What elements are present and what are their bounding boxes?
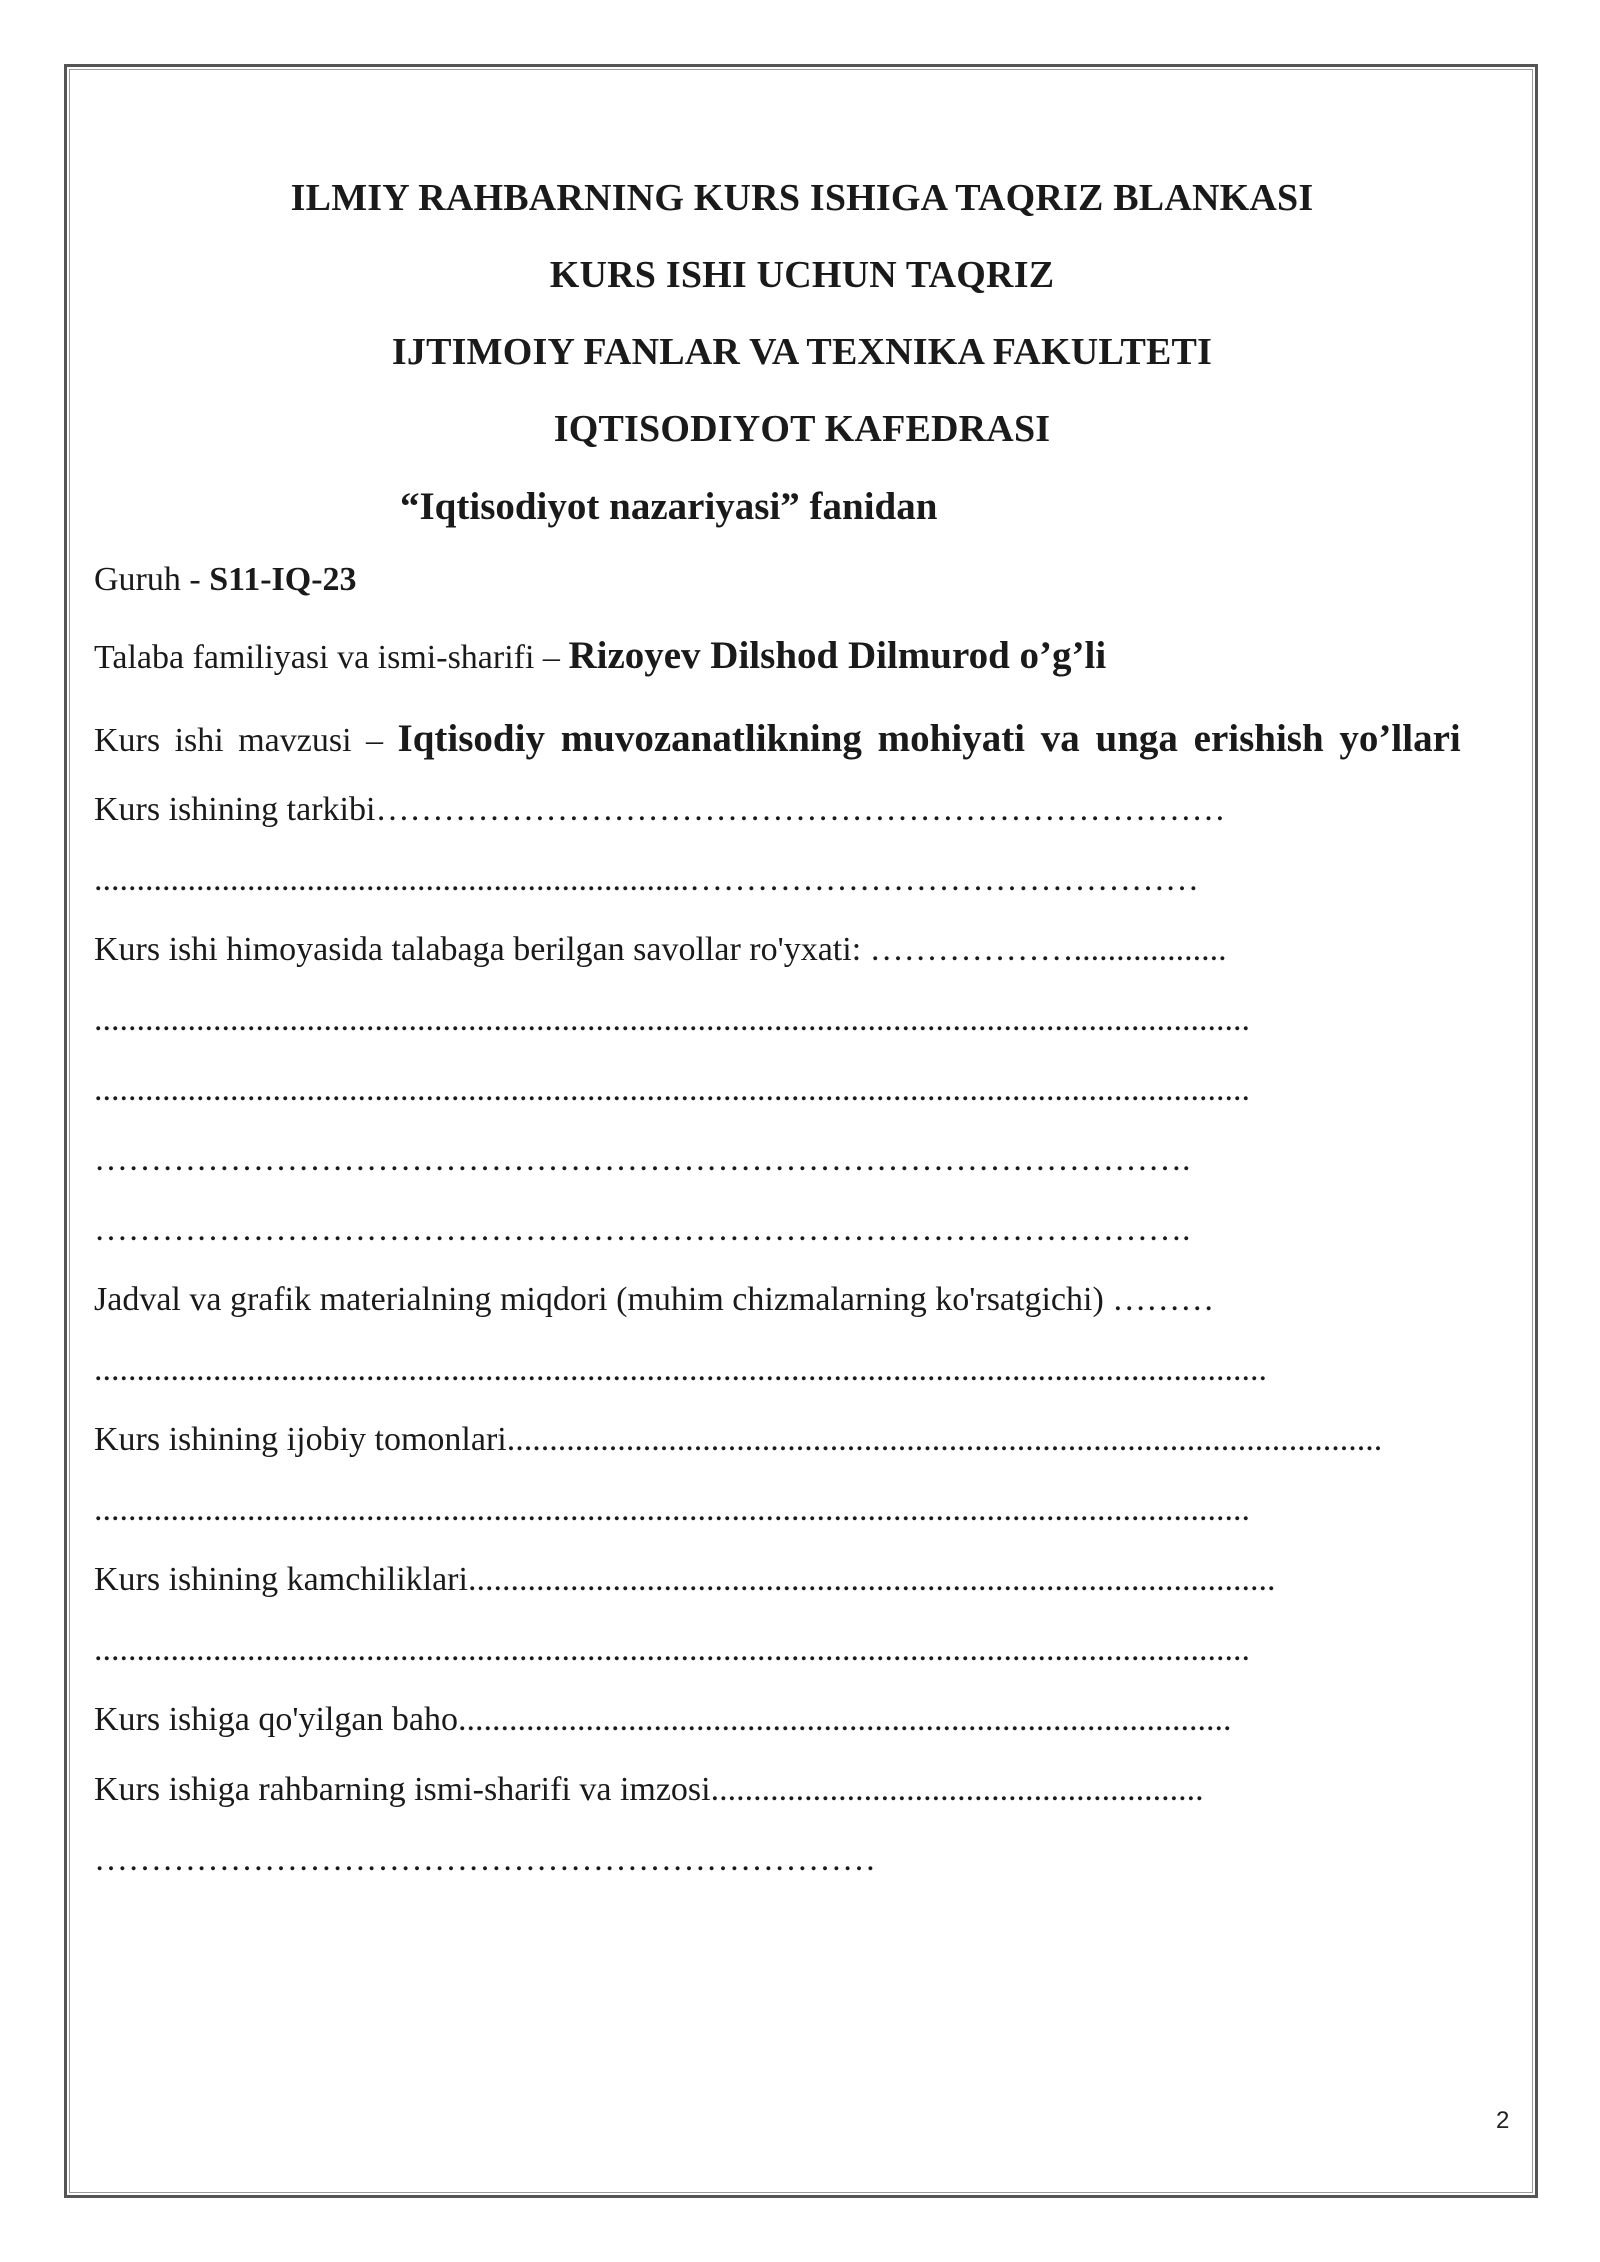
document-subtitle: KURS ISHI UCHUN TAQRIZ bbox=[549, 254, 1055, 296]
structure-line bbox=[94, 775, 1510, 845]
shortcomings-fill-line: ........................................................................................................................................ bbox=[94, 1631, 1250, 1668]
questions-dots: ……………….................. bbox=[869, 931, 1227, 968]
student-label: Talaba familiyasi va ismi-sharifi – bbox=[94, 639, 569, 676]
grade-line bbox=[94, 1685, 1510, 1755]
structure-fill-line: ......................................................................……………………………………… bbox=[94, 861, 1199, 898]
shortcomings-label: Kurs ishining kamchiliklari bbox=[94, 1561, 468, 1598]
group-value: S11-IQ-23 bbox=[209, 561, 357, 598]
group-label: Guruh - bbox=[94, 561, 210, 598]
tables-line bbox=[94, 1265, 1510, 1335]
structure-dots: ………………………………………………………………… bbox=[375, 791, 1226, 828]
document-title: ILMIY RAHBARNING KURS ISHIGA TAQRIZ BLANKASI bbox=[290, 177, 1314, 219]
student-line bbox=[94, 621, 1510, 693]
faculty-name: IJTIMOIY FANLAR VA TEXNIKA FAKULTETI bbox=[391, 331, 1213, 373]
shortcomings-line bbox=[94, 1545, 1510, 1615]
subject-name: “Iqtisodiyot nazariyasi” fanidan bbox=[400, 485, 938, 528]
topic-value: Iqtisodiy muvozanatlikning mohiyati va unga erishish yo’llari bbox=[397, 717, 1461, 760]
structure-label: Kurs ishining tarkibi bbox=[94, 791, 376, 828]
tables-fill-line: .......................................................................................................................................... bbox=[94, 1351, 1267, 1388]
positives-dots: ....................................................................................................... bbox=[506, 1421, 1383, 1458]
topic-label: Kurs ishi mavzusi – bbox=[94, 722, 398, 759]
department-name: IQTISODIYOT KAFEDRASI bbox=[553, 408, 1051, 450]
shortcomings-dots: ............................................................................................... bbox=[467, 1561, 1276, 1598]
positives-line bbox=[94, 1405, 1510, 1475]
supervisor-line bbox=[94, 1755, 1510, 1825]
grade-dots: ........................................................................................... bbox=[458, 1701, 1232, 1738]
supervisor-dots: .......................................................... bbox=[710, 1771, 1204, 1808]
grade-label: Kurs ishiga qo'yilgan baho bbox=[94, 1701, 459, 1738]
questions-fill-line-2: ........................................................................................................................................ bbox=[94, 1071, 1250, 1108]
document-body bbox=[94, 160, 1510, 1895]
supervisor-fill-line: …………………………………………………………… bbox=[94, 1841, 876, 1878]
questions-fill-line-1: ........................................................................................................................................ bbox=[94, 1001, 1250, 1038]
positives-fill-line: ........................................................................................................................................ bbox=[94, 1491, 1250, 1528]
tables-dots: ……… bbox=[1112, 1281, 1215, 1318]
questions-line bbox=[94, 915, 1510, 985]
group-line bbox=[94, 545, 1510, 615]
positives-label: Kurs ishining ijobiy tomonlari bbox=[94, 1421, 507, 1458]
page-number: 2 bbox=[1496, 2107, 1510, 2134]
supervisor-label: Kurs ishiga rahbarning ismi-sharifi va imzosi bbox=[94, 1771, 711, 1808]
tables-label: Jadval va grafik materialning miqdori (muhim chizmalarning ko'rsatgichi) bbox=[94, 1281, 1113, 1318]
questions-fill-line-4: ……………………………………………………………………………………. bbox=[94, 1211, 1191, 1248]
student-name: Rizoyev Dilshod Dilmurod o’g’li bbox=[568, 634, 1107, 677]
topic-line bbox=[94, 715, 1510, 765]
questions-fill-line-3: ……………………………………………………………………………………. bbox=[94, 1141, 1191, 1178]
questions-label: Kurs ishi himoyasida talabaga berilgan savollar ro'yxati: bbox=[94, 931, 870, 968]
